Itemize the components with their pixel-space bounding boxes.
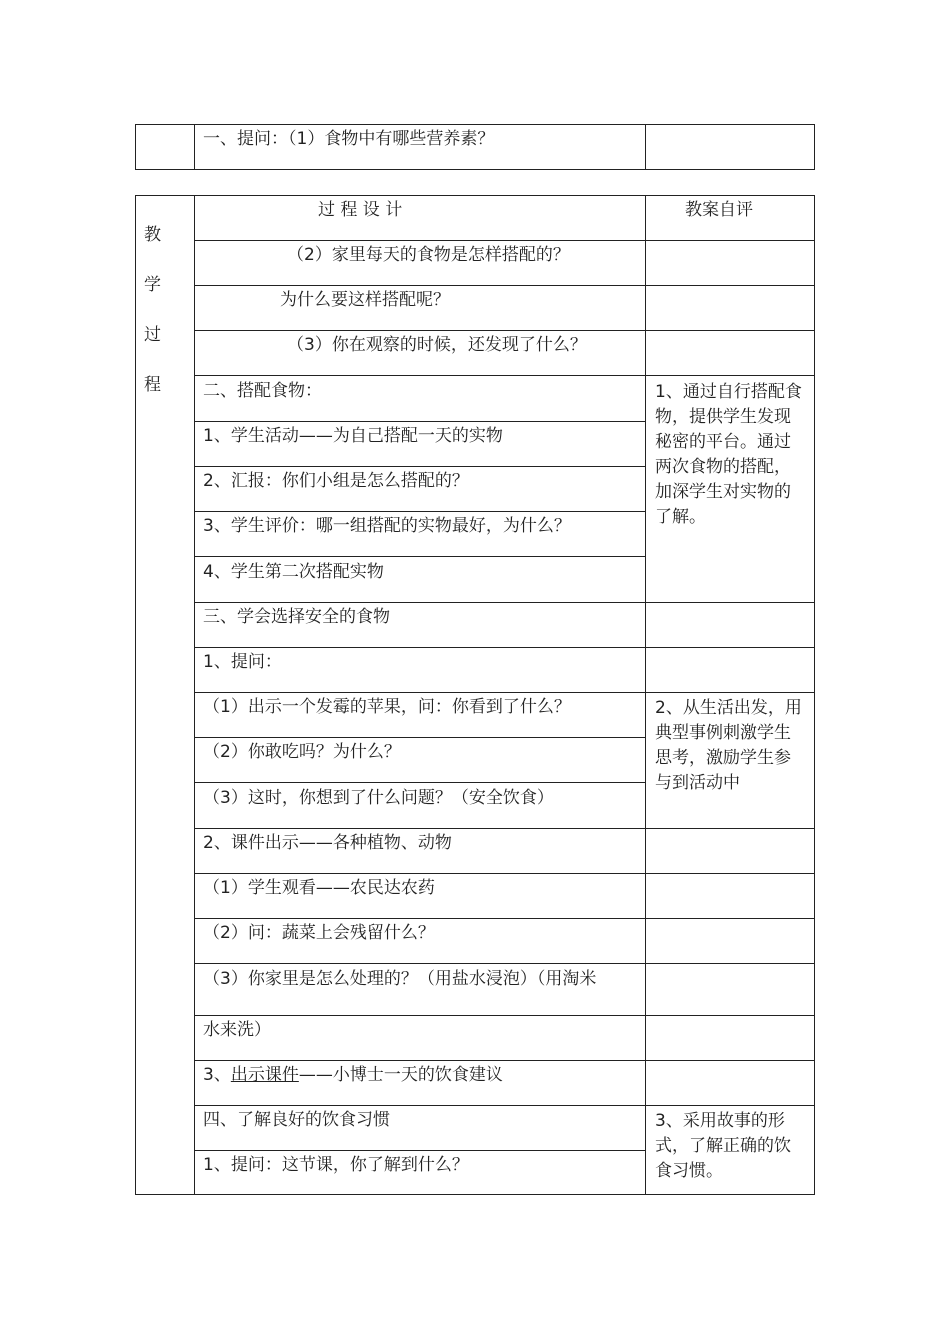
top-row-text: 一、提问：（1）食物中有哪些营养素？: [203, 129, 495, 149]
process-row: 四、了解良好的饮食习惯: [203, 1110, 390, 1130]
process-row: （2）家里每天的食物是怎样搭配的？: [287, 245, 570, 265]
process-row: 3、学生评价：哪一组搭配的实物最好，为什么？: [203, 516, 571, 536]
process-row: （2）问：蔬菜上会残留什么？: [203, 923, 435, 943]
process-row: 为什么要这样搭配呢？: [280, 290, 450, 310]
process-row: [203, 1064, 503, 1086]
process-row: 1、提问：: [203, 652, 282, 672]
process-row: 1、学生活动——为自己搭配一天的实物: [203, 426, 503, 446]
process-row: （3）这时，你想到了什么问题？（安全饮食）: [203, 788, 554, 808]
side-label-char: 程: [144, 375, 161, 395]
process-row: 三、学会选择安全的食物: [203, 607, 390, 627]
side-label-char: 教: [144, 225, 161, 245]
side-label-char: 过: [144, 325, 161, 345]
process-row: 1、提问：这节课，你了解到什么？: [203, 1155, 469, 1175]
process-row: 2、汇报：你们小组是怎么搭配的？: [203, 471, 469, 491]
process-row: （2）你敢吃吗？为什么？: [203, 742, 401, 762]
side-label-char: 学: [144, 275, 161, 295]
header-process: 过 程 设 计: [318, 200, 403, 220]
courseware-link-text: 出示课件: [230, 1065, 299, 1085]
eval-note: 2、从生活出发，用典型事例刺激学生思考，激励学生参与到活动中: [655, 698, 802, 793]
header-eval: 教案自评: [685, 200, 753, 220]
process-row-prefix: 3、: [203, 1065, 231, 1085]
eval-note: 3、采用故事的形式，了解正确的饮食习惯。: [655, 1111, 791, 1181]
process-row: 二、搭配食物：: [203, 381, 322, 401]
process-row: 2、课件出示——各种植物、动物: [203, 833, 452, 853]
process-row: （1）学生观看——农民达农药: [203, 878, 435, 898]
process-row-rest: ——小博士一天的饮食建议: [298, 1065, 503, 1085]
process-row: （3）你家里是怎么处理的？（用盐水浸泡）（用淘米: [203, 969, 597, 989]
eval-note: 1、通过自行搭配食物，提供学生发现秘密的平台。通过两次食物的搭配，加深学生对实物的了解。: [655, 382, 802, 527]
process-row: （3）你在观察的时候，还发现了什么？: [287, 335, 587, 355]
process-row: 水来洗）: [203, 1020, 271, 1040]
process-row: 4、学生第二次搭配实物: [203, 562, 384, 582]
process-row: （1）出示一个发霉的苹果，问：你看到了什么？: [203, 697, 571, 717]
